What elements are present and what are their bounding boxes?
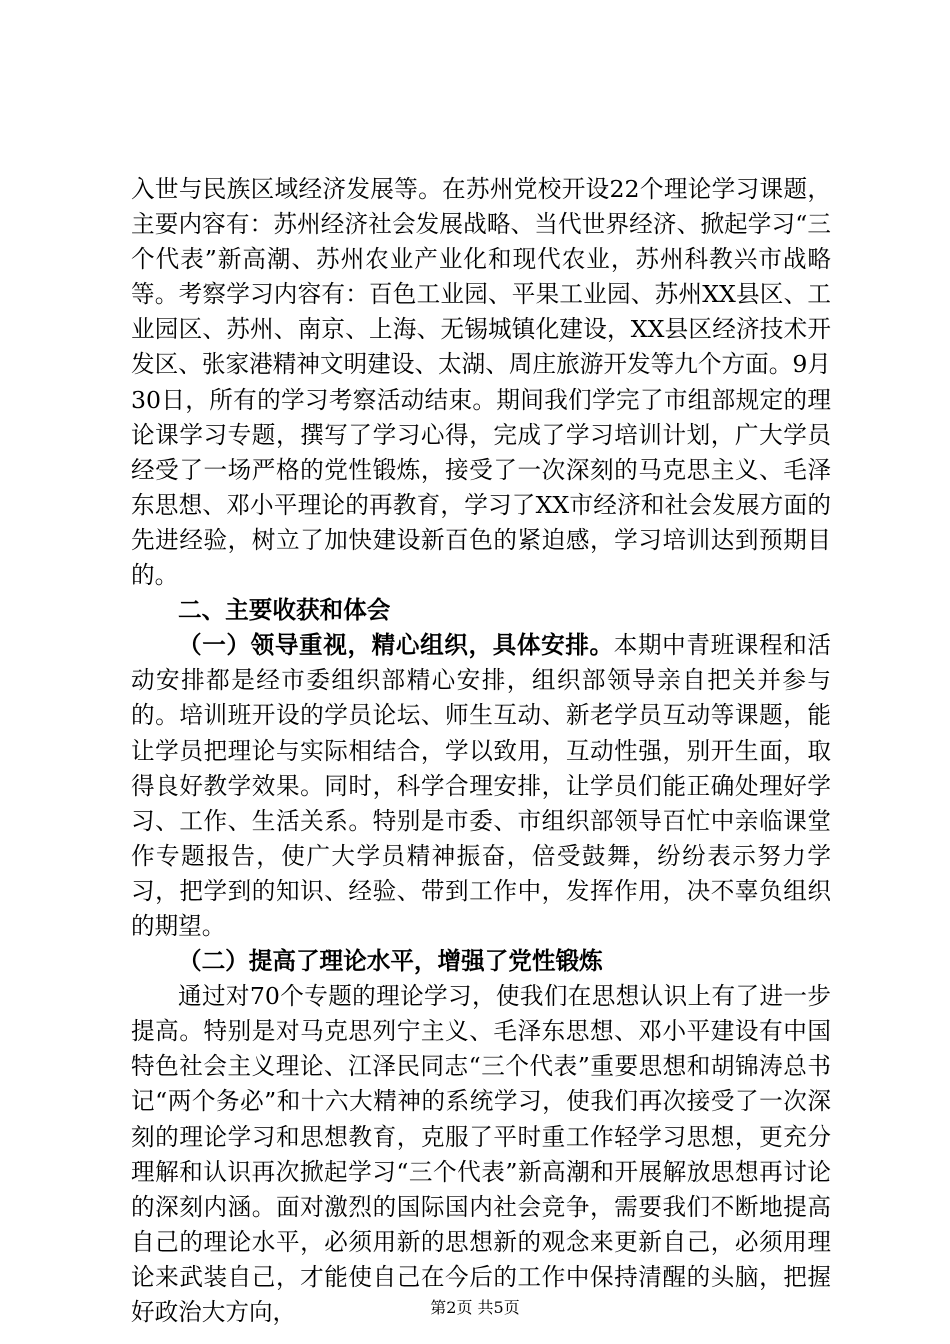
section-heading-main-gains: 二、主要收获和体会: [178, 596, 391, 625]
paragraph-leadership: [131, 628, 831, 944]
paragraph-theory-study: 通过对70个专题的理论学习，使我们在思想认识上有了进一步提高。特别是对马克思列宁主义、毛泽东思想、邓小平建设有中国特色社会主义理论、江泽民同志“三个代表”重要思想和胡锦涛总书记“两个务必”和十六大精神的系统学习，使我们再次接受了一次深刻的理论学习和思想教育，克服了平时重工作轻学习思想，更充分理解和认识再次掀起学习“三个代表”新高潮和开展解放思想再讨论的深刻内涵。面对激烈的国际国内社会竞争，需要我们不断地提高自己的理论水平，必须用新的思想新的观念来更新自己，必须用理论来武装自己，才能使自己在今后的工作中保持清醒的头脑，把握好政治大方向，: [131, 982, 831, 1326]
page-footer: 第2页 共5页: [430, 1298, 520, 1317]
paragraph-leadership-text: 本期中青班课程和活动安排都是经市委组织部精心安排，组织部领导亲自把关并参与的。培训班开设的学员论坛、师生互动、新老学员互动等课题，能让学员把理论与实际相结合，学以致用，互动性强，别开生面，取得良好教学效果。同时，科学合理安排，让学员们能正确处理好学习、工作、生活关系。特别是市委、市组织部领导百忙中亲临课堂作专题报告，使广大学员精神振奋，倍受鼓舞，纷纷表示努力学习，把学到的知识、经验、带到工作中，发挥作用，决不辜负组织的期望。: [131, 631, 832, 940]
subsection-heading-theory: （二）提高了理论水平，增强了党性锻炼: [178, 947, 603, 976]
paragraph-continuation: 入世与民族区域经济发展等。在苏州党校开设22个理论学习课题，主要内容有：苏州经济社会发展战略、当代世界经济、掀起学习“三个代表”新高潮、苏州农业产业化和现代农业，苏州科教兴市战略等。考察学习内容有：百色工业园、平果工业园、苏州XX县区、工业园区、苏州、南京、上海、无锡城镇化建设，XX县区经济技术开发区、张家港精神文明建设、太湖、周庄旅游开发等九个方面。9月30日，所有的学习考察活动结束。期间我们学完了市组部规定的理论课学习专题，撰写了学习心得，完成了学习培训计划，广大学员经受了一场严格的党性锻炼，接受了一次深刻的马克思主义、毛泽东思想、邓小平理论的再教育，学习了XX市经济和社会发展方面的先进经验，树立了加快建设新百色的紧迫感，学习培训达到预期目的。: [131, 175, 831, 590]
subsection-lead-leadership: （一）领导重视，精心组织，具体安排。: [178, 631, 614, 660]
document-body: [131, 172, 831, 1330]
